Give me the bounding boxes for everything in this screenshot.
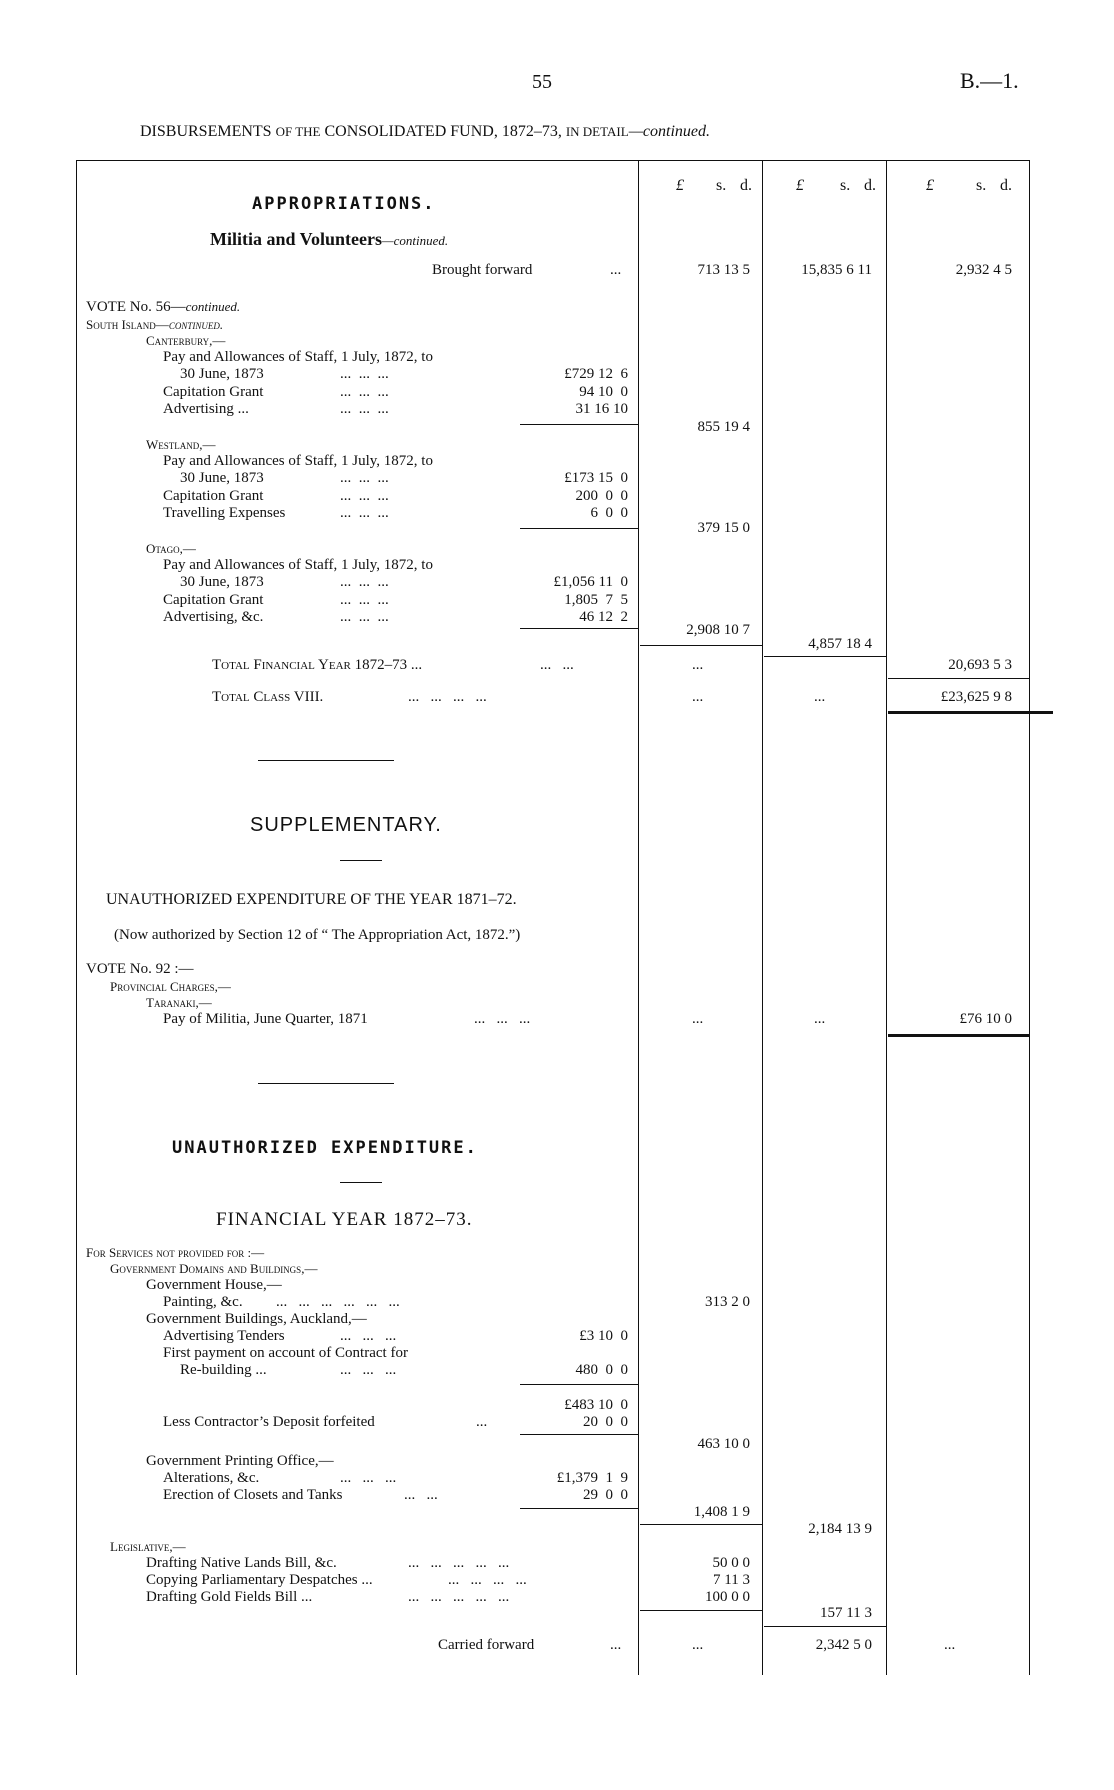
otago-total: 2,908 10 7: [686, 622, 750, 638]
taranaki-heading: Taranaki,—: [146, 995, 212, 1010]
otago-sum-rule: [520, 628, 638, 629]
westland-total: 379 15 0: [697, 520, 750, 536]
legislative-sum-rule: [640, 1610, 762, 1611]
page-number: 55: [532, 71, 552, 93]
otago-heading: Otago,—: [146, 541, 196, 556]
col3-sum-rule: [888, 678, 1029, 679]
column-divider-2: [762, 160, 763, 1675]
deposit-sum-rule: [520, 1434, 638, 1435]
canterbury-heading: Canterbury,—: [146, 333, 226, 348]
appropriations-heading: APPROPRIATIONS.: [252, 194, 436, 214]
canterbury-total: 855 19 4: [697, 419, 750, 435]
col2-sum-rule: [764, 656, 886, 657]
domains-total: 2,184 13 9: [808, 1521, 872, 1537]
supplementary-note: (Now authorized by Section 12 of “ The Appropriation Act, 1872.”): [114, 927, 521, 943]
gov-domains-heading: Government Domains and Buildings,—: [110, 1261, 318, 1276]
column-divider-3: [886, 160, 887, 1675]
vote-92: VOTE No. 92 :—: [86, 961, 194, 977]
table-left-rule: [76, 160, 77, 1675]
carried-sum-rule: [764, 1626, 886, 1627]
buildings-net-total: 463 10 0: [697, 1436, 750, 1452]
westland-heading: Westland,—: [146, 437, 216, 452]
vote-56: VOTE No. 56—continued.: [86, 299, 241, 315]
supplementary-double-rule: [888, 1034, 1029, 1037]
legislative-total: 157 11 3: [820, 1605, 872, 1621]
unauthorized-divider: [340, 1182, 382, 1183]
gov-buildings-heading: Government Buildings, Auckland,—: [146, 1311, 367, 1327]
south-island-subtotal: 4,857 18 4: [808, 636, 872, 652]
page-title: DISBURSEMENTS OF THE CONSOLIDATED FUND, 1872–73, IN DETAIL—continued.: [140, 123, 711, 140]
supplementary-divider: [340, 860, 382, 861]
section-divider: [258, 1083, 394, 1084]
westland-sum-rule: [520, 528, 638, 529]
gov-house-heading: Government House,—: [146, 1277, 282, 1293]
buildings-sum-rule: [520, 1384, 638, 1385]
document-reference: B.—1.: [960, 68, 1019, 93]
column-divider-1: [638, 160, 639, 1675]
domains-sum-rule: [640, 1524, 762, 1525]
section-divider: [258, 760, 394, 761]
supplementary-heading: SUPPLEMENTARY.: [250, 814, 442, 836]
first-payment-line: First payment on account of Contract for: [163, 1345, 408, 1361]
printing-office-total: 1,408 1 9: [693, 1504, 750, 1520]
for-services-heading: For Services not provided for :—: [86, 1245, 265, 1260]
canterbury-sum-rule: [520, 424, 638, 425]
financial-year-heading: FINANCIAL YEAR 1872–73.: [216, 1209, 473, 1230]
provincial-charges-heading: Provincial Charges,—: [110, 979, 231, 994]
printing-office-heading: Government Printing Office,—: [146, 1453, 334, 1469]
south-island-heading: South Island—continued.: [86, 317, 224, 332]
col1-sum-rule: [640, 645, 762, 646]
buildings-subtotal: £483 10 0: [564, 1397, 628, 1413]
legislative-heading: Legislative,—: [110, 1539, 186, 1554]
supplementary-subheading: UNAUTHORIZED EXPENDITURE OF THE YEAR 1871–72.: [106, 891, 517, 908]
total-double-rule: [888, 711, 1053, 714]
table-right-rule: [1029, 160, 1030, 1675]
unauthorized-heading: UNAUTHORIZED EXPENDITURE.: [172, 1138, 478, 1158]
printing-sum-rule: [520, 1508, 638, 1509]
appropriations-subheading: Militia and Volunteers—continued.: [210, 229, 449, 249]
